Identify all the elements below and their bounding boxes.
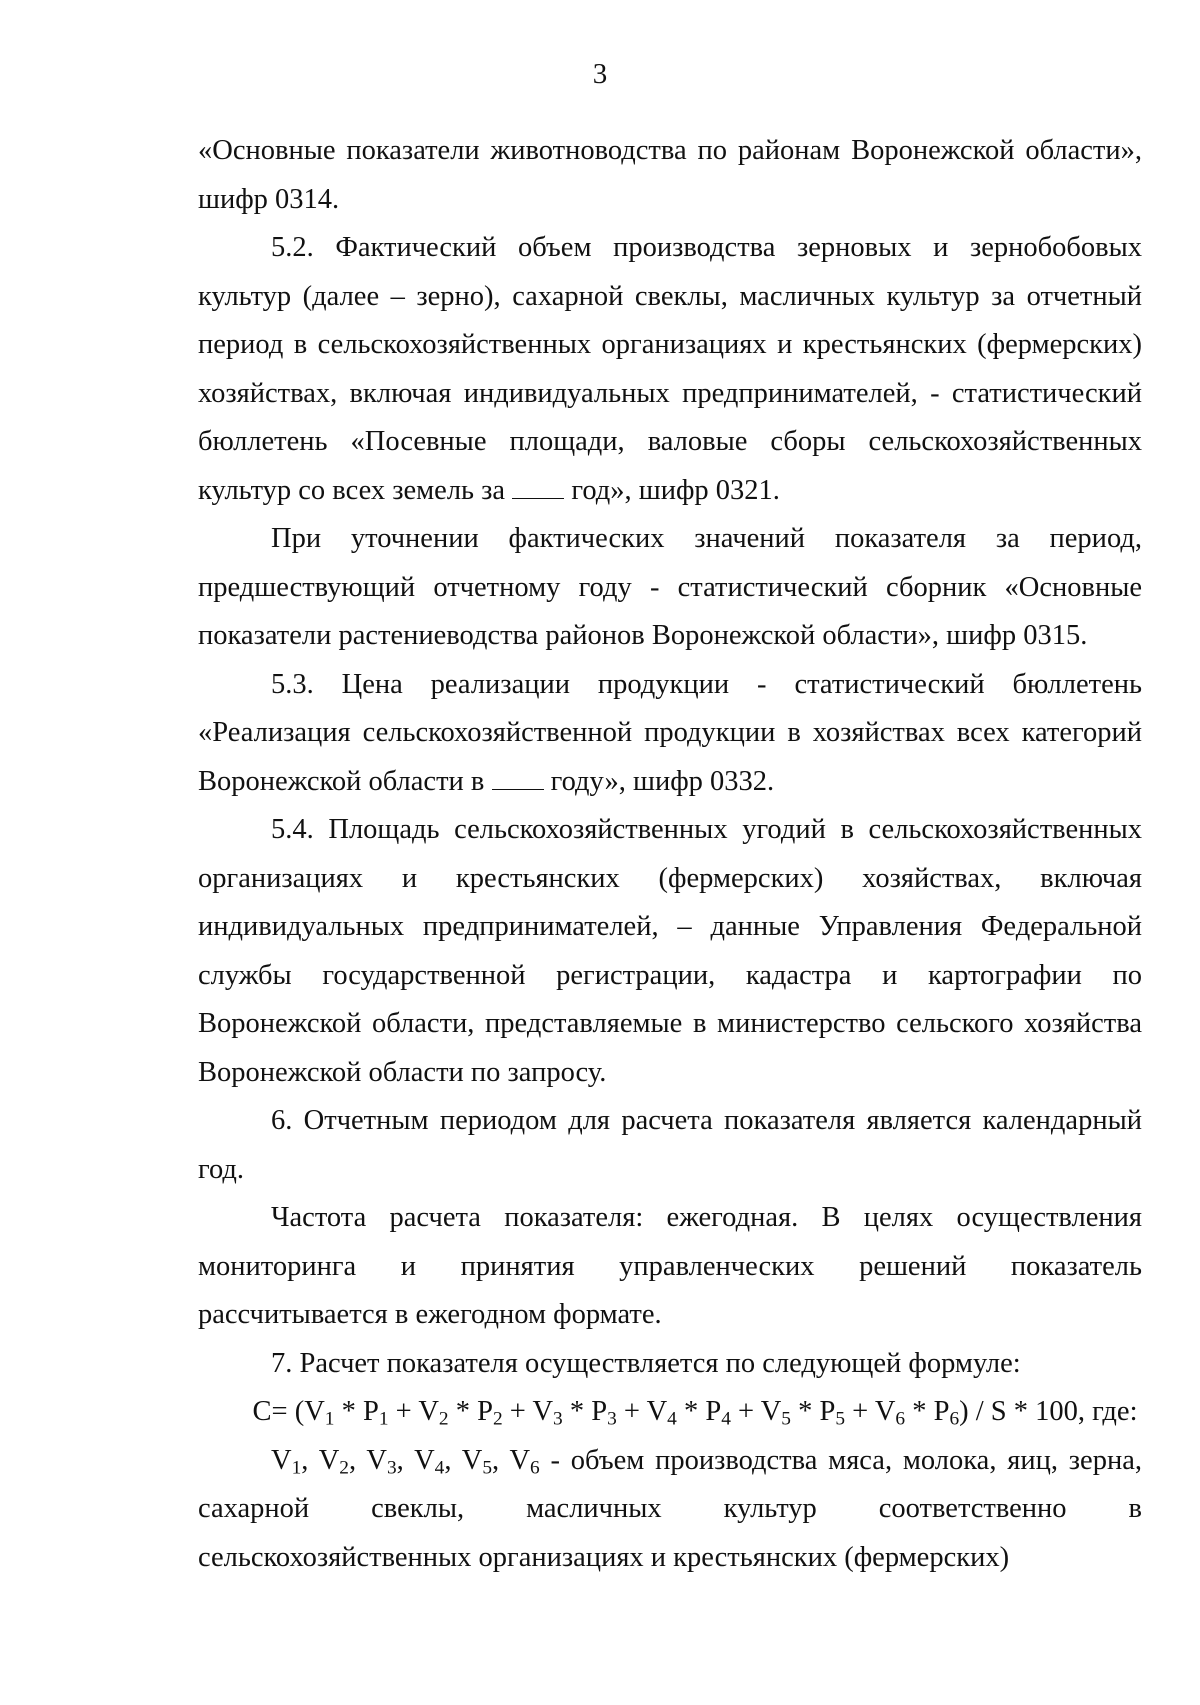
formula-lead: С= (V [252, 1396, 325, 1427]
paragraph-5-2-text-b: год», шифр 0321. [564, 474, 780, 506]
paragraph-7: 7. Расчет показателя осуществляется по следующей формуле: [271, 1347, 1021, 1379]
paragraph-5-3-text-b: году», шифр 0332. [543, 765, 775, 797]
year-blank [492, 767, 544, 790]
paragraph-5-2-text-a: 5.2. Фактический объем производства зерновых и зернобобовых культур (далее – зерно), сахарной свеклы, масличных культур за отчетный период в сельскохозяйственных организациях и крестьянских (фермерских) хозяйствах, включая индивидуальных предпринимателей, - статистический бюллетень «Посевные площади, валовые сборы сельскохозяйственных культур со всех земель за [198, 232, 1142, 506]
paragraph-5-2 [198, 224, 1142, 515]
paragraph-5-4: 5.4. Площадь сельскохозяйственных угодий в сельскохозяйственных организациях и крестьянских (фермерских) хозяйствах, включая индивидуальных предпринимателей, – данные Управления Федеральной службы государственной регистрации, кадастра и картографии по Воронежской области, представляемые в министерство сельского хозяйства Воронежской области по запросу. [198, 814, 1142, 1088]
paragraph-variables: $V_1$, $V_2$, $V_3$, $V_4$, $V_5$, $V_6$ - объем производства мяса, молока, яиц, зерна, сахарной свеклы, масличных культур соответственно в сельскохозяйственных организациях и крестьянских (фермерских) [198, 1444, 1142, 1573]
paragraph-5-3-text-a: 5.3. Цена реализации продукции - статистический бюллетень «Реализация сельскохозяйственной продукции в хозяйствах всех категорий Воронежской области в [198, 668, 1142, 797]
paragraph-clarification: При уточнении фактических значений показателя за период, предшествующий отчетному году - статистический сборник «Основные показатели растениеводства районов Воронежской области», шифр 0315. [198, 523, 1142, 651]
formula-tail: ) / S * 100, где: [959, 1396, 1138, 1427]
paragraph-livestock-source: «Основные показатели животноводства по районам Воронежской области», шифр 0314. [198, 135, 1142, 215]
year-blank [512, 476, 564, 499]
formula: $С= (V_1 * P_1 + V_2 * P_2 + V_3 * P_3 + V_4 * P_4 + V_5 * P_5 + V_6 * P_6) / S * 100$, где: [252, 1396, 1138, 1430]
paragraph-6: 6. Отчетным периодом для расчета показателя является календарный год. [198, 1105, 1142, 1185]
paragraph-frequency: Частота расчета показателя: ежегодная. В целях осуществления мониторинга и принятия управленческих решений показатель рассчитывается в ежегодном формате. [198, 1202, 1142, 1330]
document-body [198, 127, 1142, 1582]
variables-definition: - объем производства мяса, молока, яиц, зерна, сахарной свеклы, масличных культур соответственно в сельскохозяйственных организациях и крестьянских (фермерских) [198, 1444, 1142, 1573]
page-number: 3 [592, 58, 608, 90]
paragraph-5-3 [198, 661, 1142, 807]
